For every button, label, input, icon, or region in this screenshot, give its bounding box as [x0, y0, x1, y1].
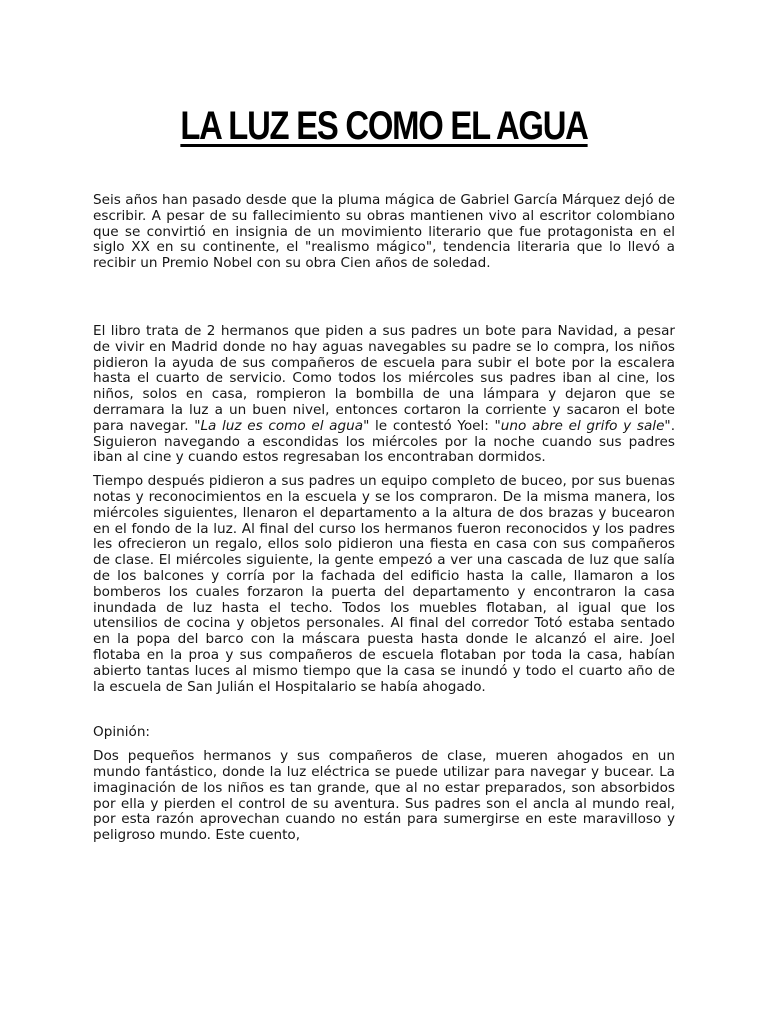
- opinion-heading: Opinión:: [93, 724, 151, 741]
- document-body: [93, 193, 675, 852]
- summary-paragraph: [93, 324, 675, 466]
- paragraph-spacer: [93, 703, 675, 725]
- opinion-paragraph: Dos pequeños hermanos y sus compañeros de clase, mueren ahogados en un mundo fantástico, donde la luz eléctrica se puede utilizar para navegar y bucear. La imaginación de los niños es tan grande, que al no estar preparados, son absorbidos por ella y pierden el control de su aventura. Sus padres son el ancla al mundo real, por esta razón aprovechan cuando no están para sumergirse en este maravilloso y peligroso mundo. Este cuento,: [93, 748, 675, 844]
- page-title: LA LUZ ES COMO EL AGUA: [180, 104, 588, 148]
- plot-paragraph: Tiempo después pidieron a sus padres un equipo completo de buceo, por sus buenas notas y reconocimientos en la escuela y se los compraron. De la misma manera, los miércoles siguientes, llenaron el departamento a la altura de dos brazas y bucearon en el fondo de la luz. Al final del curso los hermanos fueron reconocidos y los padres les ofrecieron un regalo, ellos solo pidieron una fiesta en casa con sus compañeros de clase. El miércoles siguiente, la gente empezó a ver una cascada de luz que salía de los balcones y corría por la fachada del edificio hasta la calle, llamaron a los bomberos los cuales forzaron la puerta del departamento y encontraron la casa inundada de luz hasta el techo. Todos los muebles flotaban, al igual que los utensilios de cocina y objetos personales. Al final del corredor Totó estaba sentado en la popa del barco con la máscara puesta hasta donde le alcanzó el aire. Joel flotaba en la proa y sus compañeros de escuela flotaban por toda la casa, habían abierto tantas luces al mismo tiempo que la casa se inundó y todo el cuarto año de la escuela de San Julián el Hospitalario se había ahogado.: [93, 473, 675, 695]
- summary-text-b: le contestó Yoel:: [369, 417, 495, 434]
- quote-light-is-water: "La luz es como el agua": [194, 417, 370, 434]
- summary-text-c: . Siguieron navegando a escondidas los miércoles por la noche cuando sus padres iban al cine y cuando estos regresaban los encontraban dormidos.: [93, 417, 676, 466]
- quote-open-the-tap: "uno abre el grifo y sale": [494, 417, 671, 434]
- summary-text-a: El libro trata de 2 hermanos que piden a sus padres un bote para Navidad, a pesar de vivir en Madrid donde no hay aguas navegables su padre se lo compra, los niños pidieron la ayuda de sus compañeros de escuela para subir el bote por la escalera hasta el cuarto de servicio. Como todos los miércoles sus padres iban al cine, los niños, solos en casa, rompieron la bombilla de una lámpara y dejaron que se derramara la luz a un buen nivel, entonces cortaron la corriente y sacaron el bote para navegar.: [93, 322, 675, 434]
- intro-paragraph: Seis años han pasado desde que la pluma mágica de Gabriel García Márquez dejó de escribir. A pesar de su fallecimiento su obras mantienen vivo al escritor colombiano que se convirtió en insignia de un movimiento literario que fue protagonista en el siglo XX en su continente, el "realismo mágico", tendencia literaria que lo llevó a recibir un Premio Nobel con su obra Cien años de soledad.: [93, 192, 675, 272]
- paragraph-spacer: [93, 280, 675, 324]
